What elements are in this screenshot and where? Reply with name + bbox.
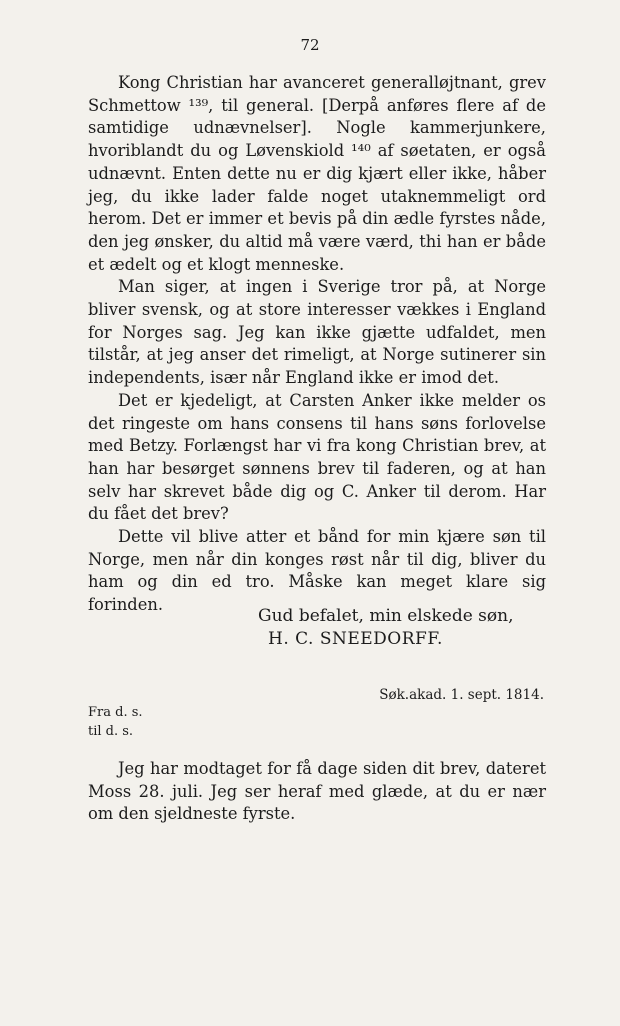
route-from: Fra d. s. <box>88 705 143 720</box>
letter-2-body <box>88 758 546 826</box>
signature: H. C. SNEEDORFF. <box>268 629 443 649</box>
paragraph-1: Kong Christian har avanceret generalløjtnant, grev Schmettow ¹³⁹, til general. [Derpå anføres flere af de samtidige udnævnelser]. Nogle kammerjunkere, hvoriblandt du og Løvenskiold ¹⁴⁰ af søetaten, er også udnævnt. Enten dette nu er dig kjært eller ikke, håber jeg, du ikke lader falde noget utaknemmeligt ord herom. Det er immer et bevis på din ædle fyrstes nåde, den jeg ønsker, du altid må være værd, thi han er både et ædelt og et klogt menneske. <box>88 73 546 274</box>
paragraph-2: Man siger, at ingen i Sverige tror på, at Norge bliver svensk, og at store interesser vækkes i England for Norges sag. Jeg kan ikke gjætte udfaldet, men tilstår, at jeg anser det rimeligt, at Norge sutinerer sin independents, især når England ikke er imod det. <box>88 277 546 388</box>
page-number: 72 <box>300 36 320 54</box>
dateline: Søk.akad. 1. sept. 1814. <box>379 687 544 703</box>
paragraph-5: Jeg har modtaget for få dage siden dit brev, dateret Moss 28. juli. Jeg ser heraf med glæde, at du er nær om den sjeldneste fyrste. <box>88 759 546 824</box>
paragraph-3: Det er kjedeligt, at Carsten Anker ikke melder os det ringeste om hans consens til hans søns forlovelse med Betzy. Forlængst har vi fra kong Christian brev, at han har besørget sønnens brev til faderen, og at han selv har skrevet både dig og C. Anker til derom. Har du fået det brev? <box>88 390 546 524</box>
letter-1-body <box>88 72 546 617</box>
route-to: til d. s. <box>88 724 134 739</box>
farewell: Gud befalet, min elskede søn, <box>258 606 514 626</box>
letter-1-closing <box>0 605 620 651</box>
paragraph-4: Dette vil blive atter et bånd for min kjære søn til Norge, men når din konges røst når til dig, bliver du ham og din ed tro. Måske kan meget klare sig forinden. <box>88 527 546 615</box>
